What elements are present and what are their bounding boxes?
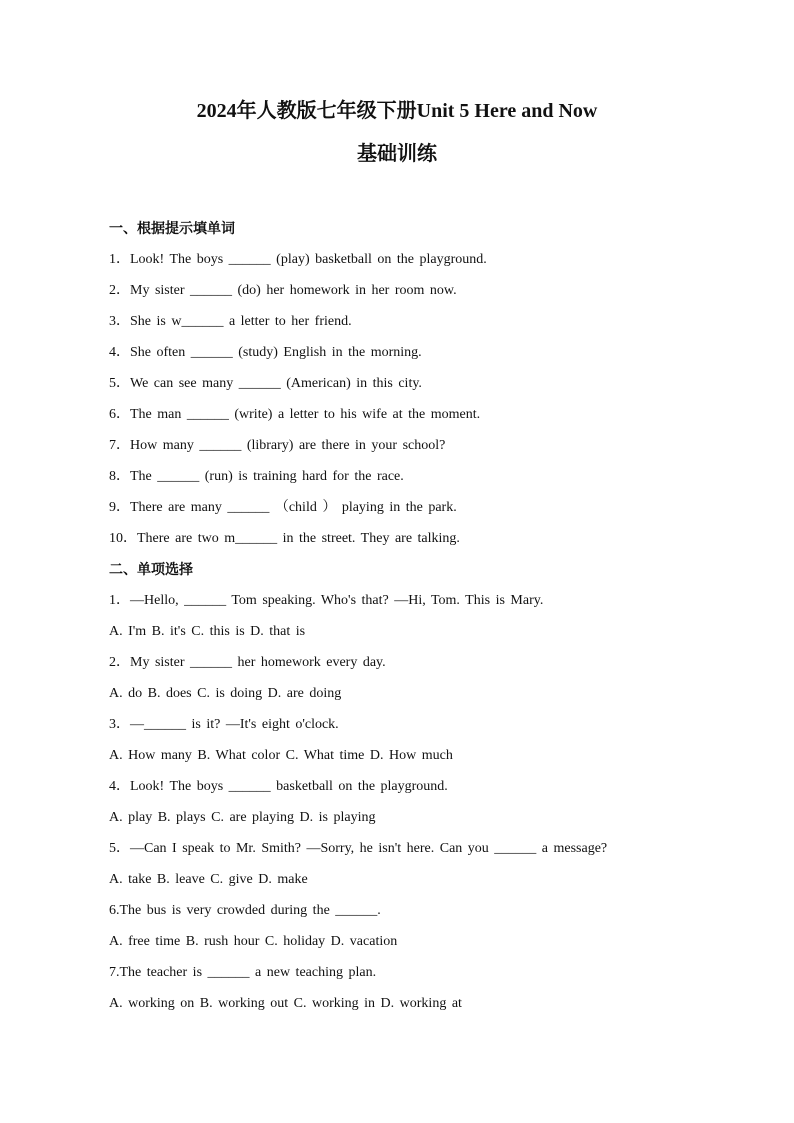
document-title: 2024年人教版七年级下册Unit 5 Here and Now xyxy=(196,100,598,122)
section-heading-multiple-choice: 二、单项选择 xyxy=(109,562,193,578)
choice-options: A. take B. leave C. give D. make xyxy=(109,872,308,887)
fill-in-item: 3．She is w______ a letter to her friend. xyxy=(109,314,352,329)
choice-options: A. I'm B. it's C. this is D. that is xyxy=(109,624,306,639)
fill-in-item: 6．The man ______ (write) a letter to his wife at the moment. xyxy=(109,407,481,422)
choice-question: 2．My sister ______ her homework every day. xyxy=(109,655,386,670)
choice-question: 7.The teacher is ______ a new teaching plan. xyxy=(109,965,377,980)
document-body xyxy=(109,217,729,1023)
section-heading-fill-in: 一、根据提示填单词 xyxy=(109,221,235,237)
choice-question: 1．—Hello, ______ Tom speaking. Who's that? —Hi, Tom. This is Mary. xyxy=(109,593,544,608)
choice-question: 6.The bus is very crowded during the ______. xyxy=(109,903,381,918)
fill-in-item: 8．The ______ (run) is training hard for the race. xyxy=(109,469,404,484)
fill-in-item: 7．How many ______ (library) are there in your school? xyxy=(109,438,446,453)
choice-question: 5．—Can I speak to Mr. Smith? —Sorry, he isn't here. Can you ______ a message? xyxy=(109,841,608,856)
fill-in-item: 2．My sister ______ (do) her homework in her room now. xyxy=(109,283,457,298)
choice-question: 4．Look! The boys ______ basketball on the playground. xyxy=(109,779,448,794)
choice-options: A. How many B. What color C. What time D. How much xyxy=(109,748,453,763)
fill-in-item: 1．Look! The boys ______ (play) basketball on the playground. xyxy=(109,252,487,267)
fill-in-item: 10．There are two m______ in the street. They are talking. xyxy=(109,531,460,546)
choice-options: A. do B. does C. is doing D. are doing xyxy=(109,686,342,701)
fill-in-item: 5．We can see many ______ (American) in this city. xyxy=(109,376,422,391)
choice-question: 3．—______ is it? —It's eight o'clock. xyxy=(109,717,339,732)
fill-in-item: 9．There are many ______ （child ） playing in the park. xyxy=(109,500,457,515)
choice-options: A. play B. plays C. are playing D. is playing xyxy=(109,810,376,825)
choice-options: A. working on B. working out C. working in D. working at xyxy=(109,996,462,1011)
choice-options: A. free time B. rush hour C. holiday D. vacation xyxy=(109,934,398,949)
document-subtitle: 基础训练 xyxy=(357,143,437,165)
fill-in-item: 4．She often ______ (study) English in the morning. xyxy=(109,345,422,360)
